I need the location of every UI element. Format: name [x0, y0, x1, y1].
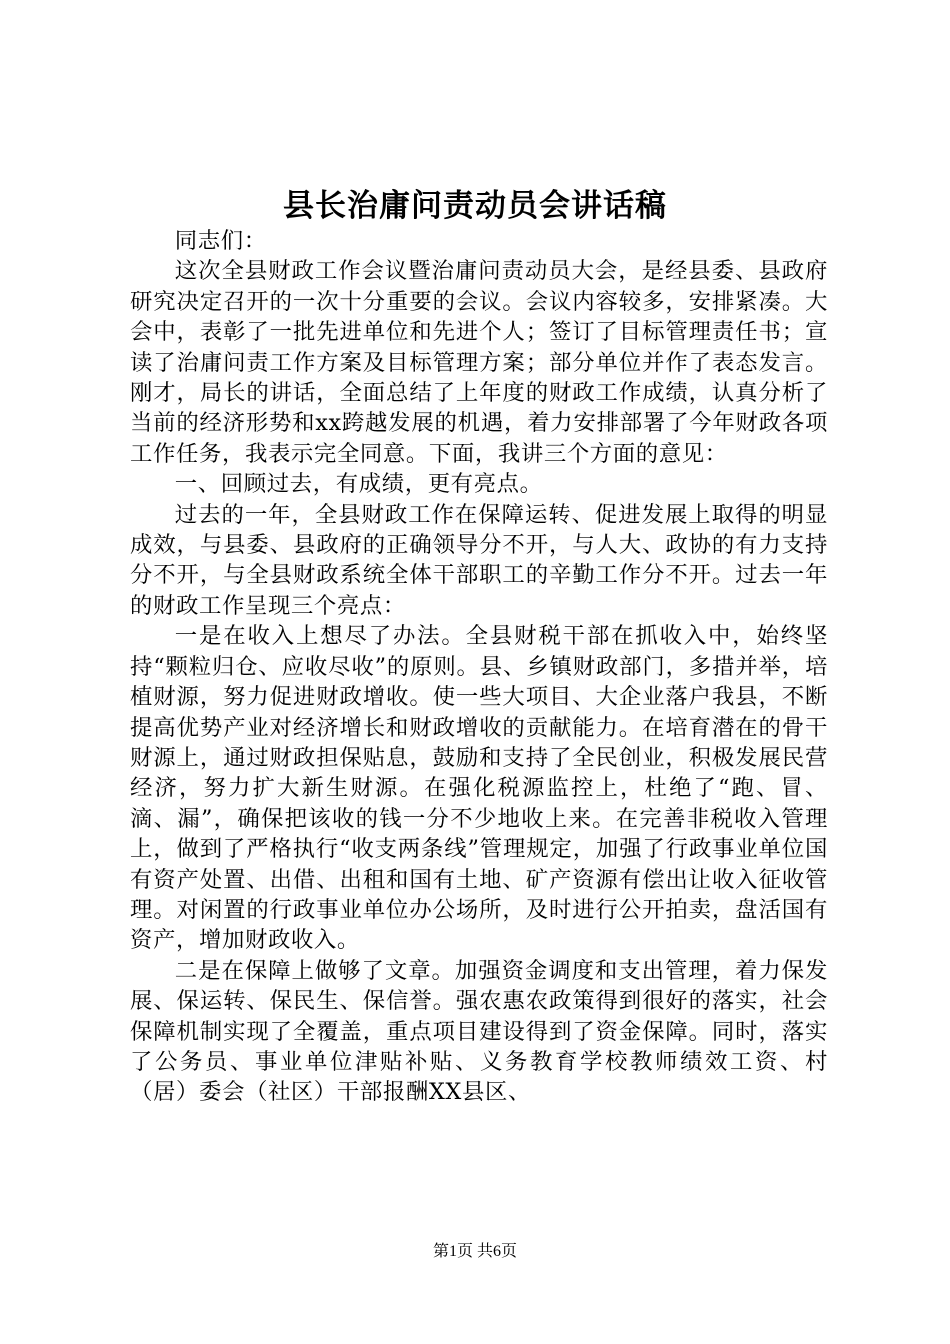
- page-footer: 第1页 共6页: [432, 1243, 517, 1260]
- paragraph-highlight-2: 二是在保障上做够了文章。加强资金调度和支出管理，着力保发展、保运转、保民生、保信誉。强农惠农政策得到很好的落实，社会保障机制实现了全覆盖，重点项目建设得到了资金保障。同时，落实了公务员、事业单位津贴补贴、义务教育学校教师绩效工资、村（居）委会（社区）干部报酬XX县区、: [130, 957, 828, 1106]
- paragraph-intro: 这次全县财政工作会议暨治庸问责动员大会，是经县委、县政府研究决定召开的一次十分重要的会议。会议内容较多，安排紧凑。大会中，表彰了一批先进单位和先进个人；签订了目标管理责任书；宣读了治庸问责工作方案及目标管理方案；部分单位并作了表态发言。刚才，局长的讲话，全面总结了上年度的财政工作成绩，认真分析了当前的经济形势和xx跨越发展的机遇，着力安排部署了今年财政各项工作任务，我表示完全同意。下面，我讲三个方面的意见：: [130, 258, 828, 467]
- document-title: 县长治庸问责动员会讲话稿: [283, 188, 667, 224]
- section-heading-1: 一、回顾过去，有成绩，更有亮点。: [174, 471, 543, 498]
- document-body: [130, 226, 828, 1108]
- paragraph-highlight-1: 一是在收入上想尽了办法。全县财税干部在抓收入中，始终坚持“颗粒归仓、应收尽收”的原则。县、乡镇财政部门，多措并举，培植财源，努力促进财政增收。使一些大项目、大企业落户我县，不断提高优势产业对经济增长和财政增收的贡献能力。在培育潜在的骨干财源上，通过财政担保贴息，鼓励和支持了全民创业，积极发展民营经济，努力扩大新生财源。在强化税源监控上，杜绝了“跑、冒、滴、漏”，确保把该收的钱一分不少地收上来。在完善非税收入管理上，做到了严格执行“收支两条线”管理规定，加强了行政事业单位国有资产处置、出借、出租和国有土地、矿产资源有偿出让收入征收管理。对闲置的行政事业单位办公场所，及时进行公开拍卖，盘活国有资产，增加财政收入。: [130, 623, 828, 954]
- paragraph-review: 过去的一年，全县财政工作在保障运转、促进发展上取得的明显成效，与县委、县政府的正确领导分不开，与人大、政协的有力支持分不开，与全县财政系统全体干部职工的辛勤工作分不开。过去一年的财政工作呈现三个亮点：: [130, 501, 828, 619]
- paragraph-salutation: 同志们：: [174, 228, 267, 254]
